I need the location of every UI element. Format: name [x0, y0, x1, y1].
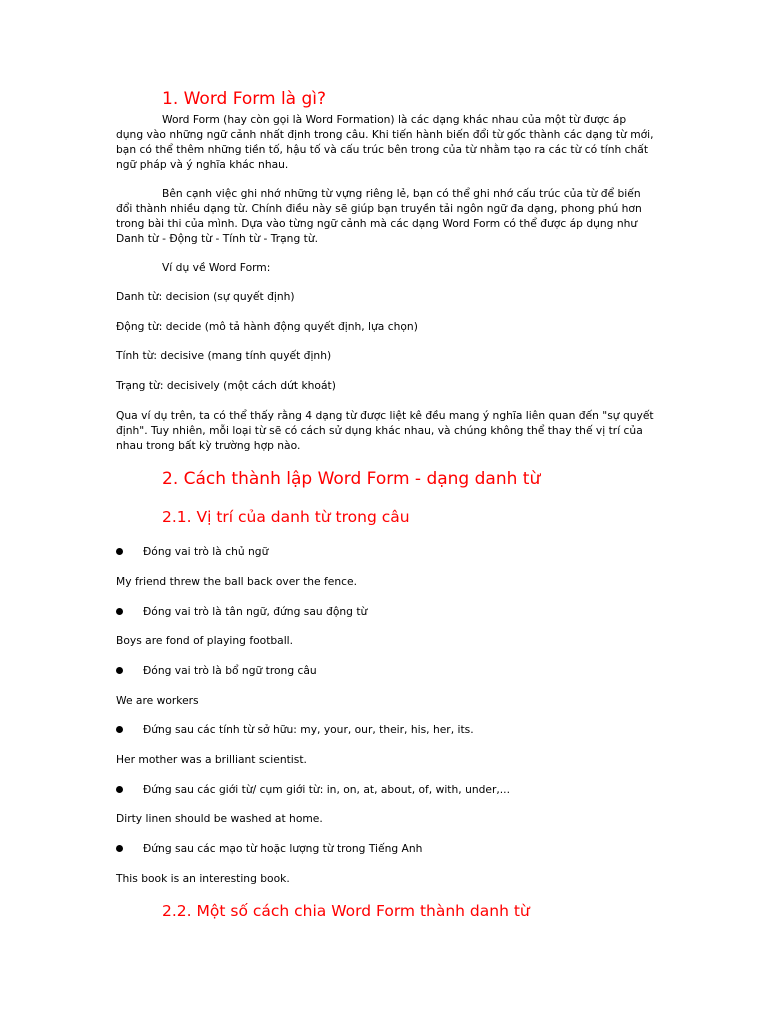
example-sentence: This book is an interesting book. — [116, 872, 290, 885]
example-sentence: Her mother was a brilliant scientist. — [116, 753, 307, 766]
example-sentence: We are workers — [116, 694, 199, 707]
bullet-text: Đứng sau các giới từ/ cụm giới từ: in, on, at, about, of, with, under,... — [143, 783, 510, 796]
bullet-text: Đóng vai trò là chủ ngữ — [143, 545, 269, 558]
heading-word-form-definition: 1. Word Form là gì? — [162, 89, 327, 109]
example-sentence: My friend threw the ball back over the fence. — [116, 575, 357, 588]
example-noun: Danh từ: decision (sự quyết định) — [116, 290, 295, 303]
bullet-icon — [116, 548, 123, 555]
example-verb: Động từ: decide (mô tả hành động quyết định, lựa chọn) — [116, 320, 418, 333]
intro-paragraph-2: Bên cạnh việc ghi nhớ những từ vựng riêng lẻ, bạn có thể ghi nhớ cấu trúc của từ để biến đổi thành nhiều dạng từ. Chính điều này sẽ giúp bạn truyền tải ngôn ngữ đa dạng, phong phú hơn trong bài thi của mình. Dựa vào từng ngữ cảnh mà các dạng Word Form có thể được áp dụng như Danh từ - Động từ - Tính từ - Trạng từ. — [116, 187, 642, 245]
intro-paragraph-1: Word Form (hay còn gọi là Word Formation) là các dạng khác nhau của một từ được áp dụng vào những ngữ cảnh nhất định trong câu. Khi tiến hành biến đổi từ gốc thành các dạng từ mới, bạn có thể thêm những tiền tố, hậu tố và cấu trúc bên trong của từ nhằm tạo ra các từ có tính chất ngữ pháp và ý nghĩa khác nhau. — [116, 113, 654, 171]
bullet-icon — [116, 786, 123, 793]
bullet-text: Đứng sau các tính từ sở hữu: my, your, our, their, his, her, its. — [143, 723, 474, 736]
example-adjective: Tính từ: decisive (mang tính quyết định) — [116, 349, 332, 362]
bullet-icon — [116, 608, 123, 615]
example-sentence: Dirty linen should be washed at home. — [116, 812, 323, 825]
heading-noun-conversion: 2.2. Một số cách chia Word Form thành danh từ — [162, 902, 530, 920]
bullet-text: Đóng vai trò là tân ngữ, đứng sau động từ — [143, 605, 368, 618]
intro-paragraph-3: Qua ví dụ trên, ta có thể thấy rằng 4 dạng từ được liệt kê đều mang ý nghĩa liên quan đến "sự quyết định". Tuy nhiên, mỗi loại từ sẽ có cách sử dụng khác nhau, và chúng không thể thay thế vị trí của nhau trong bất kỳ trường hợp nào. — [116, 409, 654, 452]
heading-noun-position: 2.1. Vị trí của danh từ trong câu — [162, 508, 410, 526]
bullet-text: Đứng sau các mạo từ hoặc lượng từ trong Tiếng Anh — [143, 842, 423, 855]
example-sentence: Boys are fond of playing football. — [116, 634, 294, 647]
example-title: Ví dụ về Word Form: — [162, 261, 271, 274]
example-adverb: Trạng từ: decisively (một cách dứt khoát) — [116, 379, 336, 392]
bullet-icon — [116, 726, 123, 733]
bullet-icon — [116, 667, 123, 674]
bullet-icon — [116, 845, 123, 852]
heading-noun-formation: 2. Cách thành lập Word Form - dạng danh từ — [162, 469, 541, 489]
bullet-text: Đóng vai trò là bổ ngữ trong câu — [143, 664, 317, 677]
